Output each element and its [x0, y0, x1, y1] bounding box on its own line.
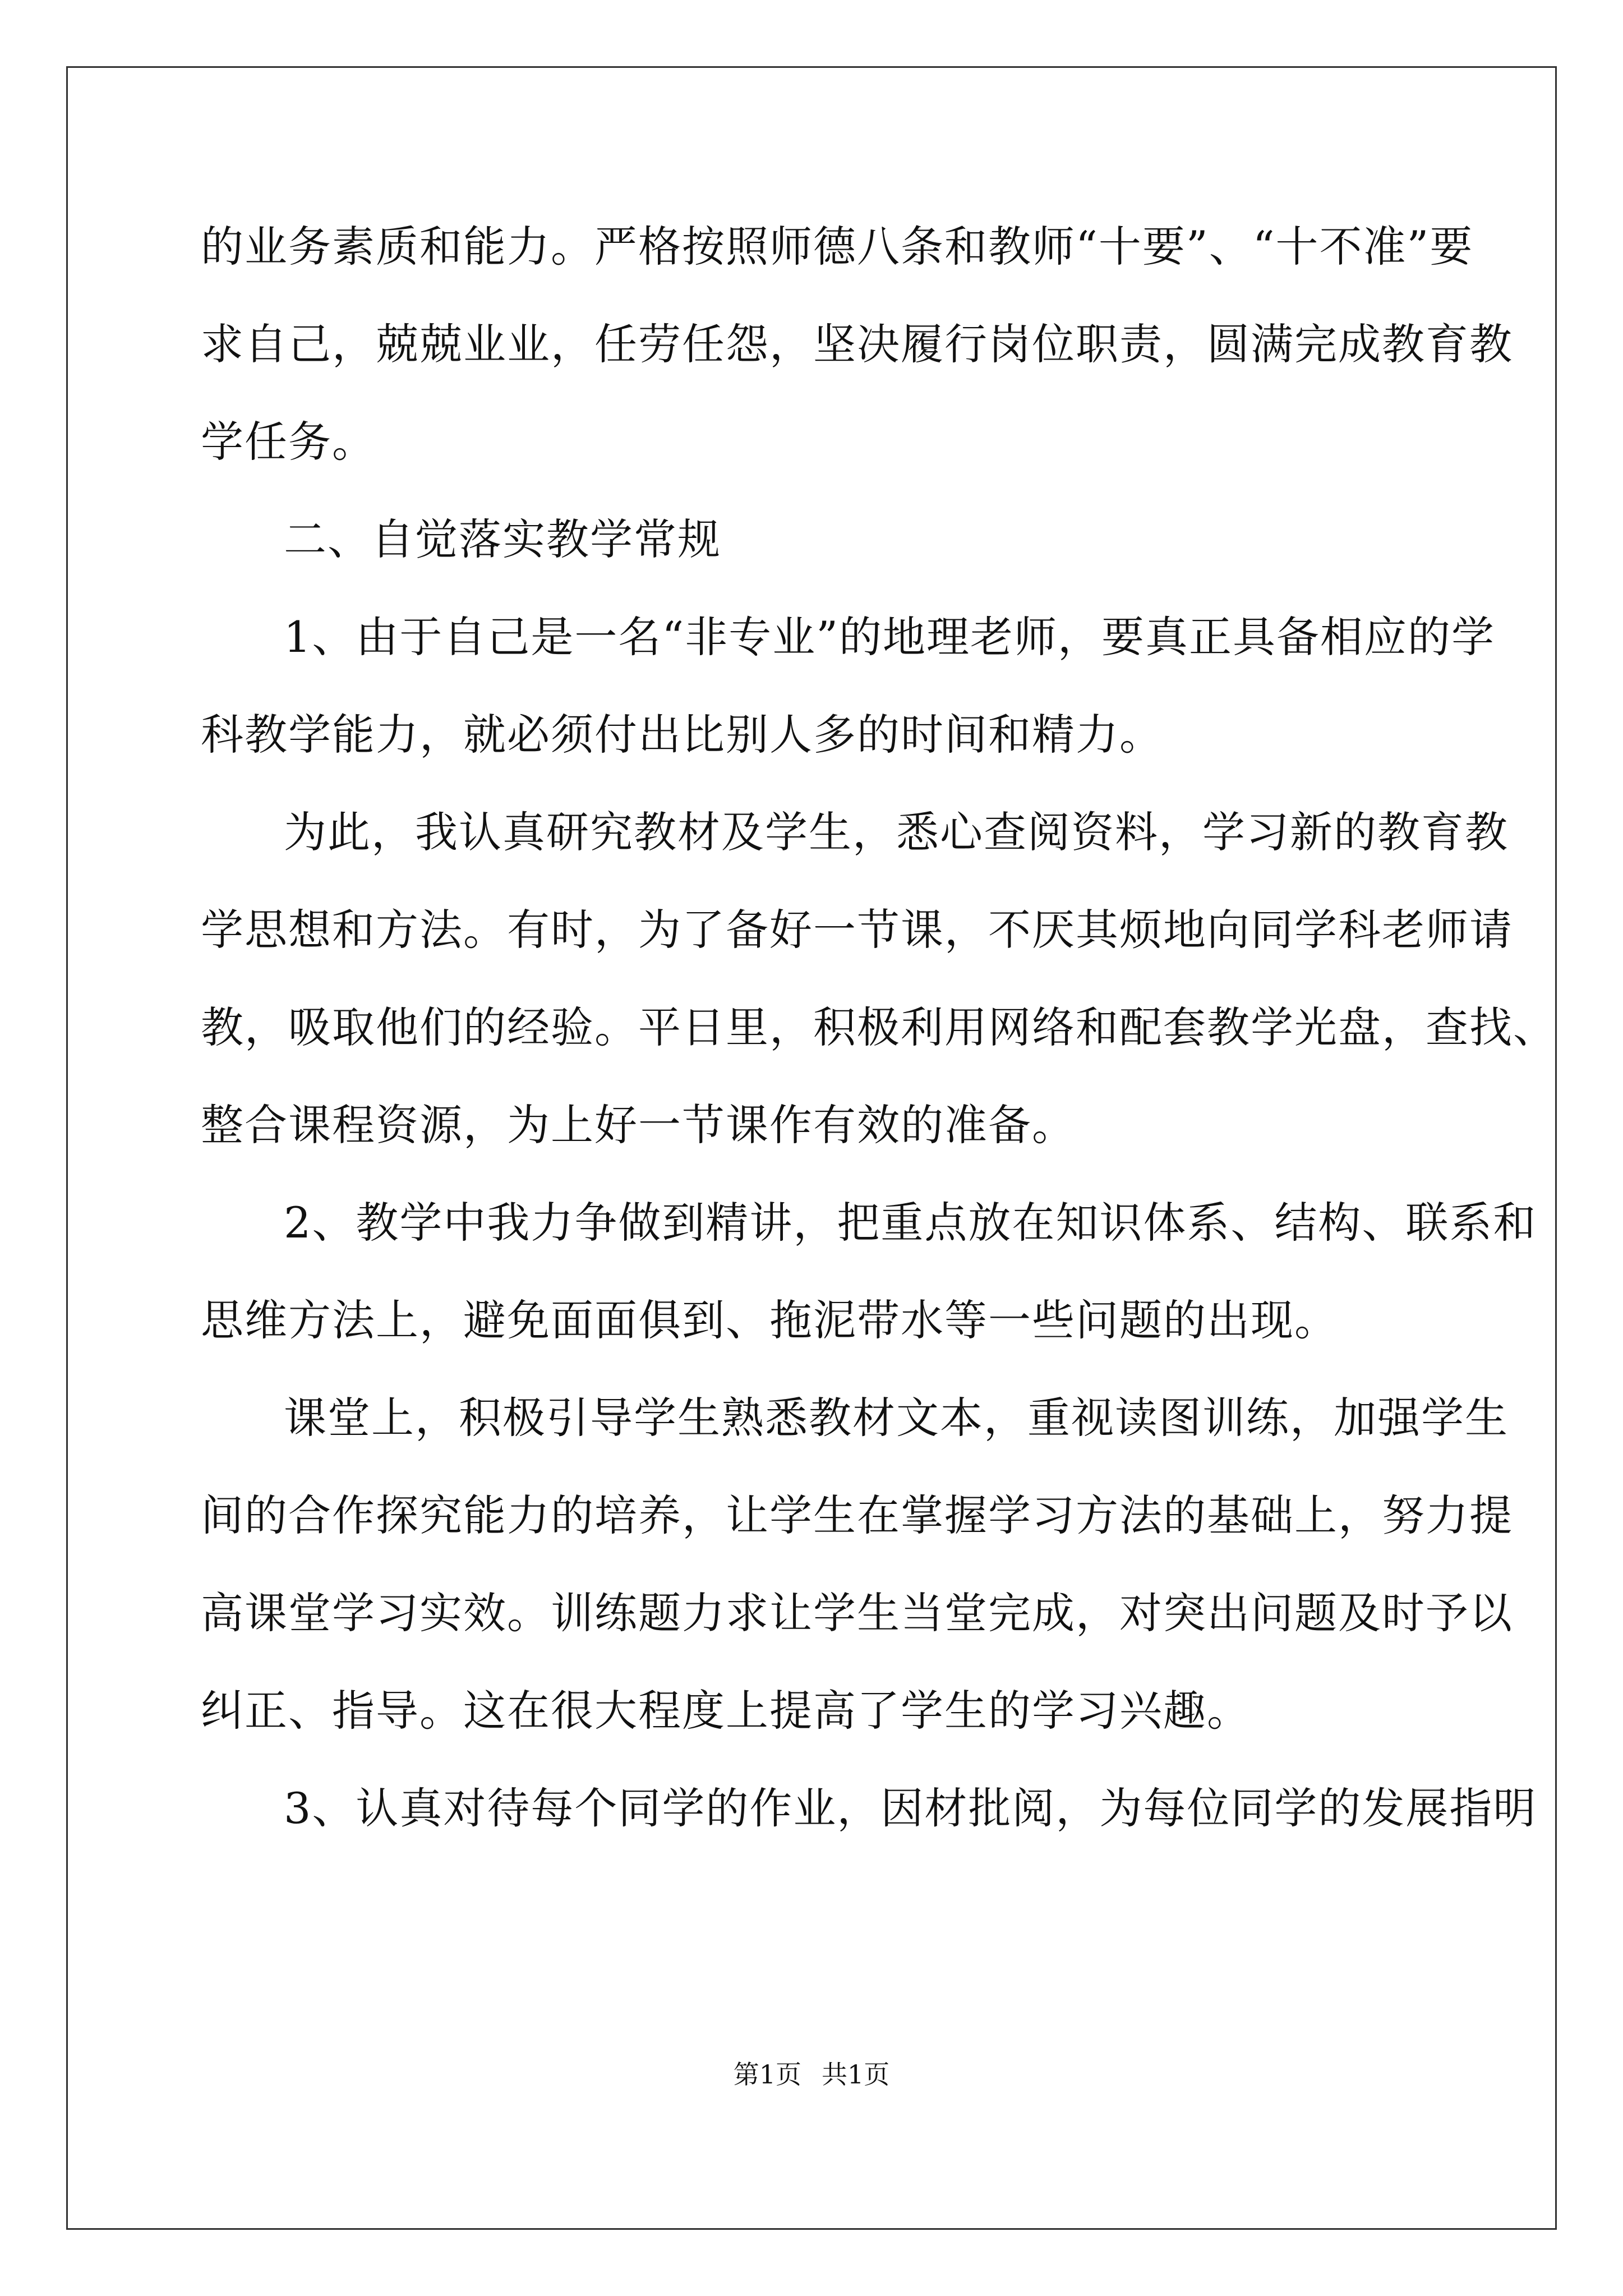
page-number-total: 共1页: [822, 2059, 890, 2090]
text-line: 纠正、指导。这在很大程度上提高了学生的学习兴趣。: [201, 1686, 1251, 1736]
paragraph-first-line: 1、由于自己是一名“非专业”的地理老师，要真正具备相应的学: [284, 612, 1496, 662]
section-heading: 二、自觉落实教学常规: [284, 514, 721, 564]
paragraph-first-line: 2、教学中我力争做到精讲，把重点放在知识体系、结构、联系和: [284, 1198, 1537, 1248]
text-line: 整合课程资源，为上好一节课作有效的准备。: [201, 1100, 1076, 1150]
paragraph-first-line: 为此，我认真研究教材及学生，悉心查阅资料，学习新的教育教: [284, 807, 1509, 857]
text-line: 间的合作探究能力的培养，让学生在掌握学习方法的基础上，努力提: [201, 1490, 1513, 1540]
paragraph-first-line: 3、认真对待每个同学的作业，因材批阅，为每位同学的发展指明: [284, 1783, 1537, 1833]
paragraph-first-line: 课堂上，积极引导学生熟悉教材文本，重视读图训练，加强学生: [284, 1393, 1509, 1443]
text-line: 科教学能力，就必须付出比别人多的时间和精力。: [201, 710, 1163, 760]
text-line: 思维方法上，避免面面俱到、拖泥带水等一些问题的出现。: [201, 1295, 1338, 1345]
text-line: 学任务。: [201, 417, 376, 467]
text-line: 求自己，兢兢业业，任劳任怨，坚决履行岗位职责，圆满完成教育教: [201, 319, 1513, 369]
text-line: 的业务素质和能力。严格按照师德八条和教师“十要”、“十不准”要: [201, 222, 1474, 272]
page-number-current: 第1页: [733, 2059, 801, 2090]
text-line: 学思想和方法。有时，为了备好一节课，不厌其烦地向同学科老师请: [201, 905, 1513, 955]
text-line: 高课堂学习实效。训练题力求让学生当堂完成，对突出问题及时予以: [201, 1588, 1513, 1638]
page-footer: [0, 2058, 1623, 2091]
text-line: 教，吸取他们的经验。平日里，积极利用网络和配套教学光盘，查找、: [201, 1002, 1557, 1052]
